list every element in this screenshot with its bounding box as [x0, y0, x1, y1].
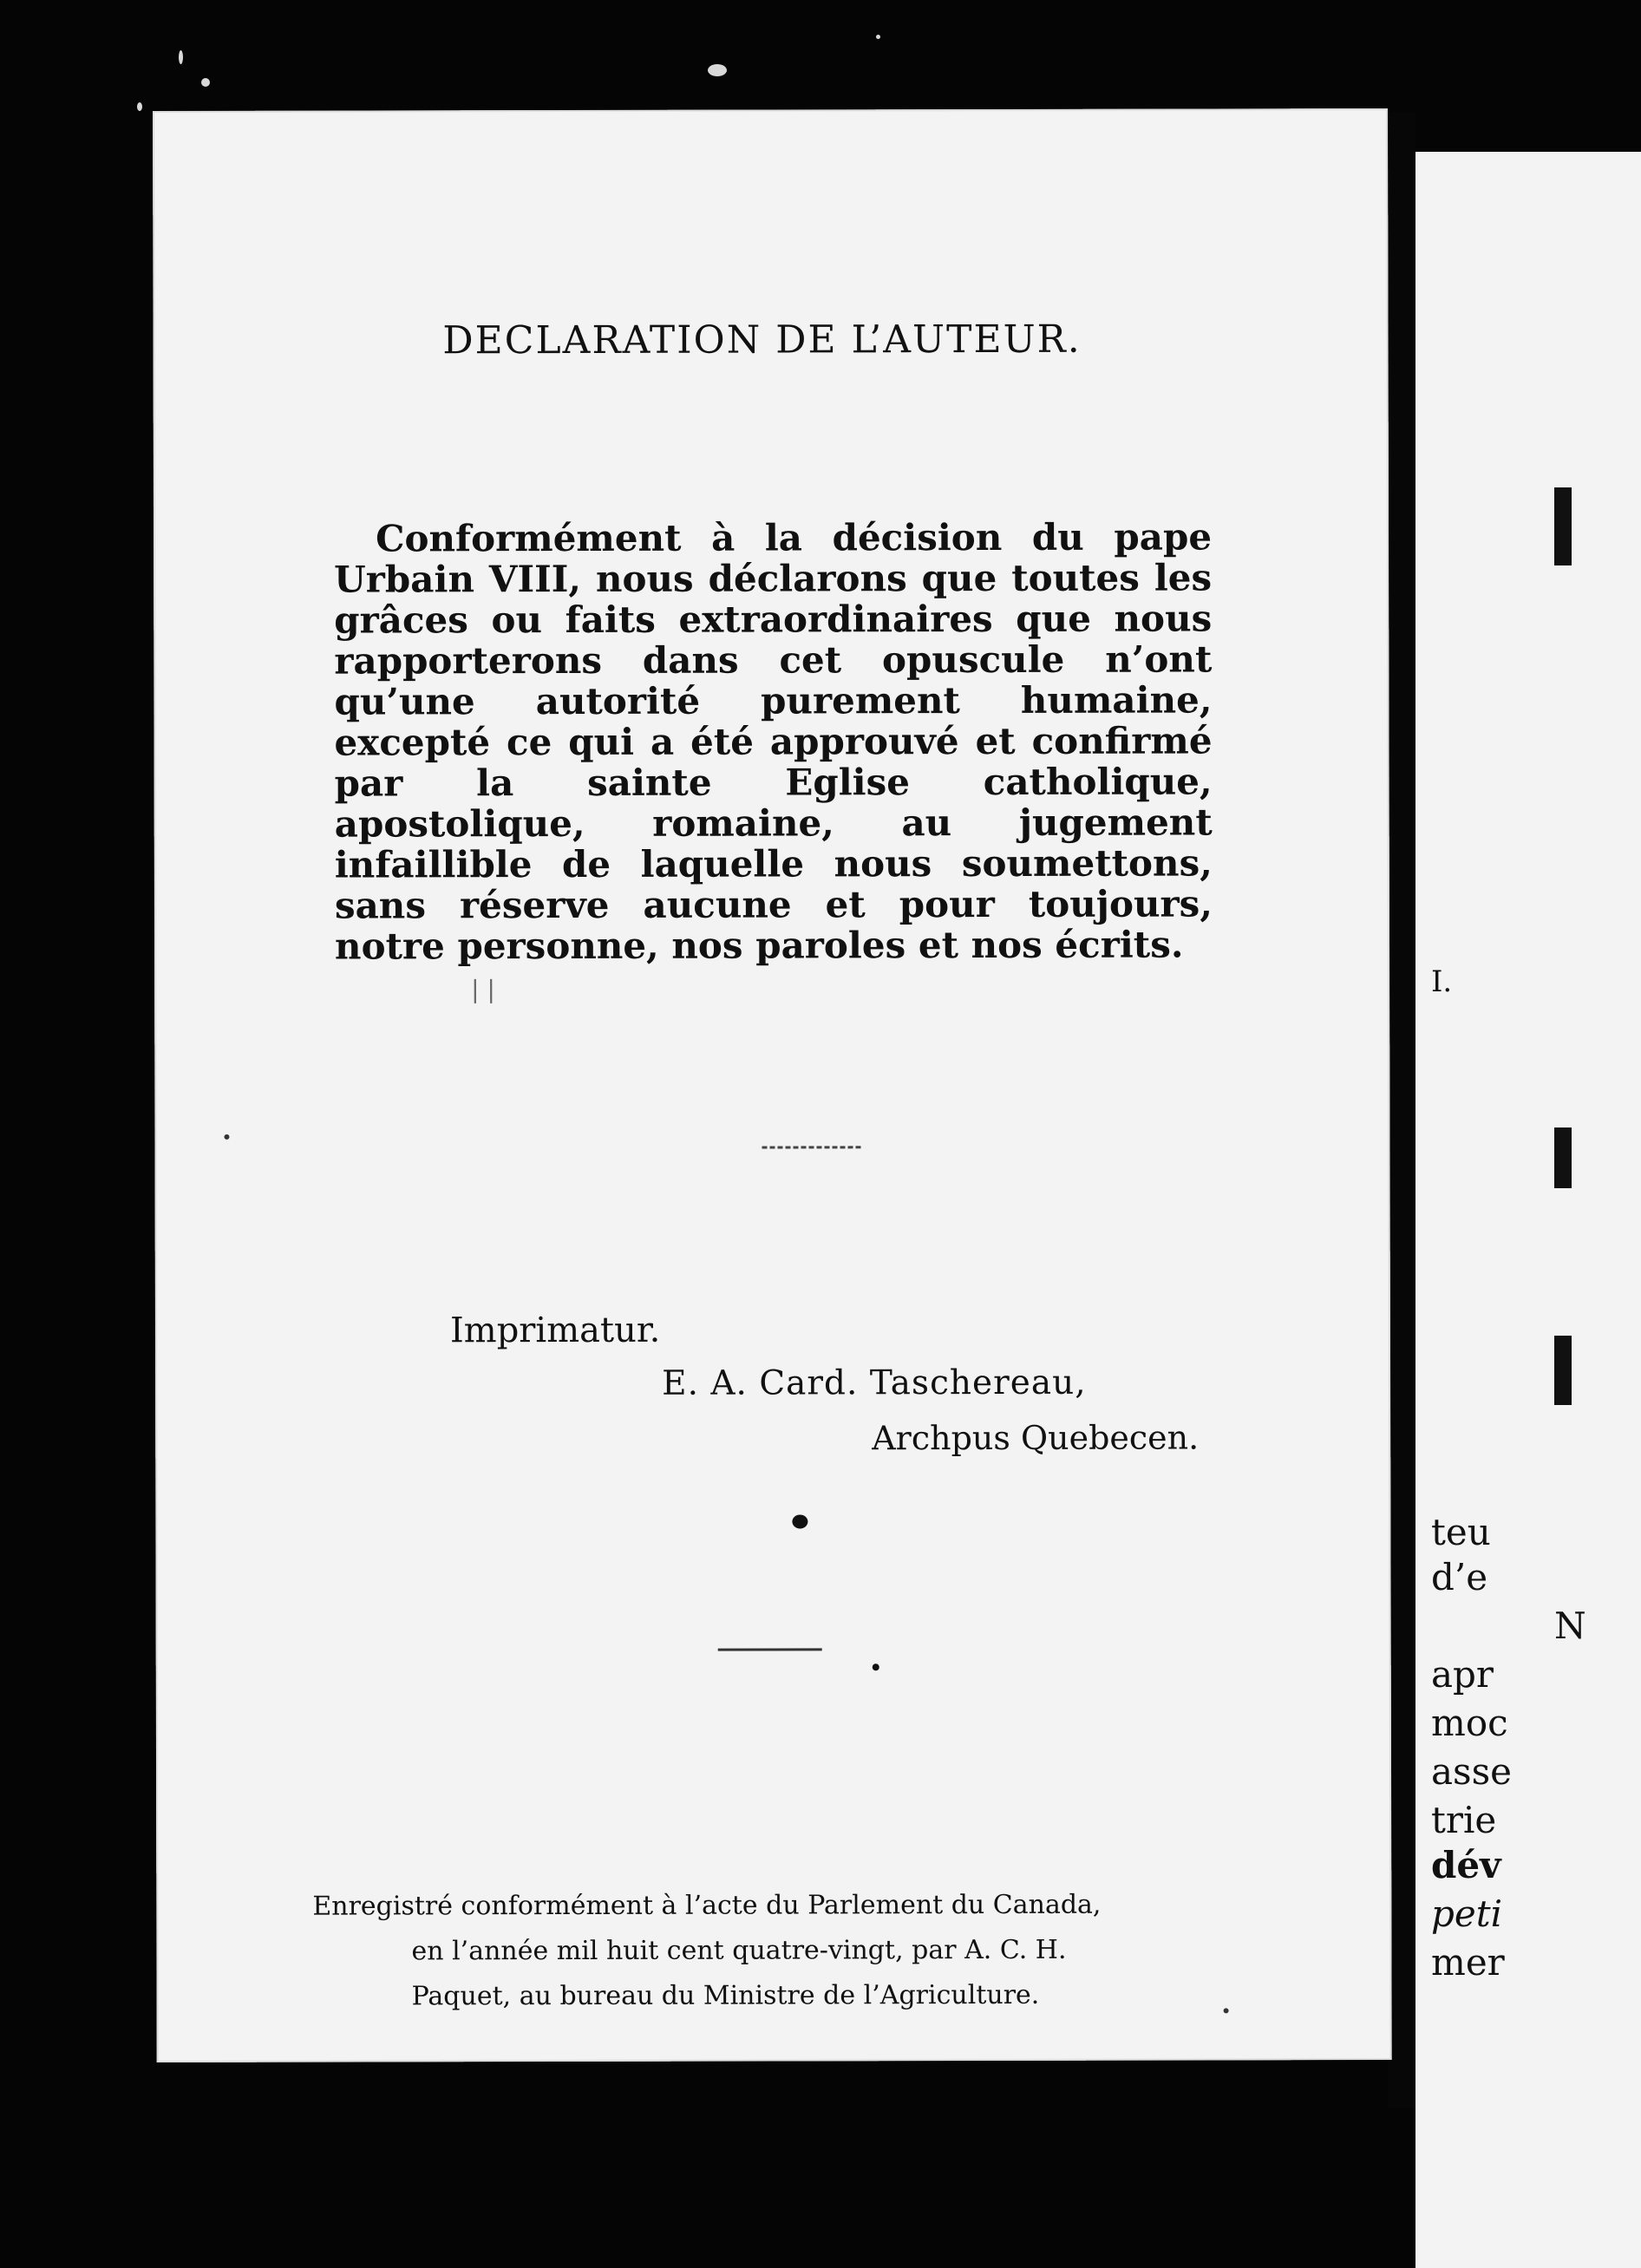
right-page-fragment-11: mer: [1431, 1941, 1505, 1984]
ink-spot-2: [873, 1663, 879, 1670]
right-page-fragment-7: asse: [1431, 1750, 1513, 1793]
right-page-bar-3: [1554, 1336, 1572, 1405]
right-page-fragment-9: dév: [1431, 1844, 1501, 1886]
small-dash: [762, 1146, 861, 1153]
speck-4: [876, 35, 880, 39]
speck-2: [201, 78, 210, 87]
declaration-paragraph: Conformément à la décision du pape Urbain VIII, nous déclarons que toutes les grâces ou faits extraordinaires que nous rapporterons dans cet opuscule n’ont qu’une autorité purement humaine, excepté ce qui a été approuvé et confirmé par la sainte Eglise catholique, apostolique, romaine, au jugement infaillible de laquelle nous soumettons, sans réserve aucune et pour toujours, notre personne, nos paroles et nos écrits.: [334, 515, 1213, 968]
ink-spot-1: [792, 1514, 807, 1528]
right-page-fragment-10: peti: [1431, 1892, 1503, 1935]
ink-spot-3: [224, 1134, 229, 1140]
left-page: [153, 108, 1392, 2062]
copyright-line-1: Enregistré conformément à l’acte du Parlement du Canada,: [312, 1889, 1102, 1922]
right-page-fragment-3: d’e: [1431, 1556, 1488, 1598]
right-page-fragment-4: N: [1554, 1605, 1586, 1647]
copyright-block: [312, 1882, 1292, 2019]
approval-title: Archpus Quebecen.: [872, 1418, 1200, 1458]
right-page-fragment-8: trie: [1431, 1799, 1497, 1841]
speck-3: [708, 64, 727, 76]
approval-signature: E. A. Card. Taschereau,: [662, 1363, 1087, 1403]
bleed-mark: | |: [471, 975, 495, 1004]
right-page-fragment-5: apr: [1431, 1653, 1494, 1696]
right-page-fragment-1: I.: [1431, 964, 1453, 999]
speck-1: [179, 50, 183, 64]
right-page-fragment-2: teu: [1431, 1511, 1491, 1553]
right-page-bar-2: [1554, 1127, 1572, 1188]
copyright-line-3: Paquet, au bureau du Ministre de l’Agriculture.: [411, 1979, 1040, 2012]
right-page-bar-1: [1554, 487, 1572, 565]
right-page-fragment-6: moc: [1431, 1702, 1508, 1744]
copyright-line-2: en l’année mil huit cent quatre-vingt, par A. C. H.: [411, 1934, 1067, 1967]
imprimatur-label: Imprimatur.: [449, 1310, 661, 1351]
speck-5: [137, 102, 142, 111]
separator-rule: [718, 1648, 822, 1650]
gutter: [1388, 113, 1415, 2108]
page-title: DECLARATION DE L’AUTEUR.: [442, 317, 1082, 363]
